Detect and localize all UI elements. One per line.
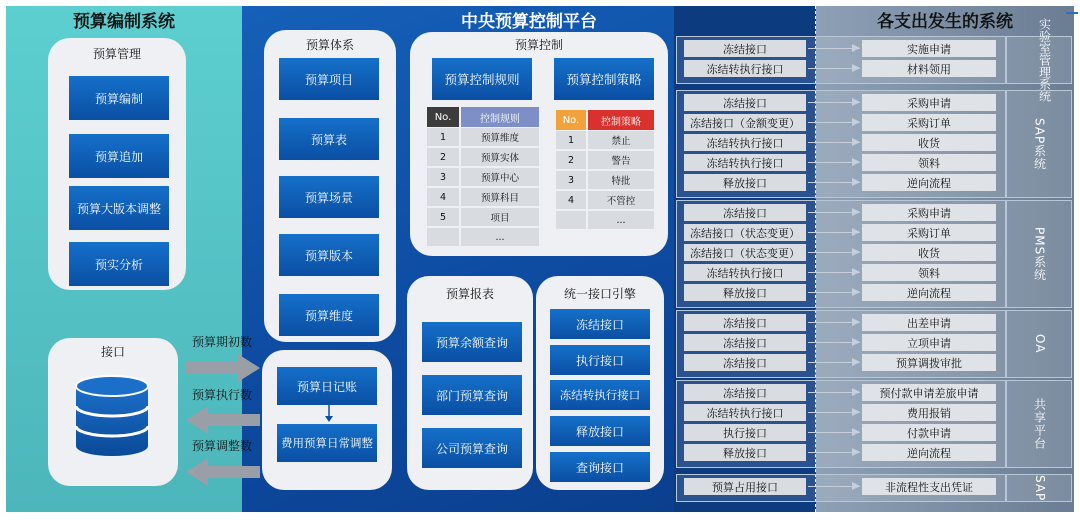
- expense-process-box[interactable]: 逆向流程: [862, 284, 996, 301]
- interface-name-box[interactable]: 执行接口: [684, 424, 806, 441]
- rule-table-rule-cell: 项目: [461, 208, 539, 226]
- expense-process-box[interactable]: 收货: [862, 134, 996, 151]
- rule-table-no-cell: 3: [427, 168, 459, 186]
- interface-name-box[interactable]: 预算占用接口: [684, 478, 806, 495]
- rule-table-no-cell: 5: [427, 208, 459, 226]
- budget-add-button[interactable]: 预算追加: [69, 134, 169, 178]
- expense-process-box[interactable]: 材料领用: [862, 60, 996, 77]
- expense-process-box[interactable]: 采购订单: [862, 114, 996, 131]
- arrow-right-icon: [852, 248, 860, 256]
- rule-table-no-cell: 1: [427, 128, 459, 146]
- interface-name-box[interactable]: 冻结转执行接口: [684, 134, 806, 151]
- arrow-right-icon: [852, 118, 860, 126]
- interface-name-box[interactable]: 冻结转执行接口: [684, 154, 806, 171]
- rule-table-no-cell: 2: [427, 148, 459, 166]
- interface-name-box[interactable]: 冻结接口: [684, 94, 806, 111]
- interface-name-box[interactable]: 冻结接口: [684, 384, 806, 401]
- budget-compile-button[interactable]: 预算编制: [69, 76, 169, 120]
- expense-process-box[interactable]: 收货: [862, 244, 996, 261]
- expense-process-box[interactable]: 费用报销: [862, 404, 996, 421]
- rule-table-header-rule: 控制规则: [461, 107, 539, 127]
- expense-process-box[interactable]: 出差申请: [862, 314, 996, 331]
- arrow-right-icon: [852, 338, 860, 346]
- flow-arrow-opening: [186, 352, 260, 384]
- flow-arrow-adjustment: [186, 456, 260, 488]
- arrow-right-icon: [852, 318, 860, 326]
- budget-item-button[interactable]: 预算项目: [279, 58, 379, 100]
- center-panel-title: 中央预算控制平台: [461, 11, 597, 32]
- arrow-right-icon: [852, 228, 860, 236]
- rule-table-no-cell: 4: [427, 188, 459, 206]
- flow-arrow-execution: [186, 404, 260, 436]
- strategy-table-header-strategy: 控制策略: [588, 110, 654, 130]
- system-label-wrapper: [1008, 310, 1072, 378]
- interface-name-box[interactable]: 冻结接口: [684, 314, 806, 331]
- budget-balance-query-button[interactable]: 预算余额查询: [422, 322, 522, 362]
- expense-process-box[interactable]: 预付款申请差旅申请: [862, 384, 996, 401]
- arrow-right-icon: [852, 448, 860, 456]
- rule-table-rule-cell: ...: [461, 228, 539, 246]
- interface-card-title: 接口: [100, 344, 125, 359]
- flow-label-execution: 预算执行数: [191, 387, 252, 402]
- arrow-right-icon: [852, 268, 860, 276]
- arrow-right-icon: [852, 64, 860, 72]
- company-budget-query-button[interactable]: 公司预算查询: [422, 428, 522, 468]
- down-arrow-icon: [324, 405, 334, 423]
- system-label-text: 实验室管理系统: [1037, 18, 1052, 102]
- engine-release-interface-button[interactable]: 释放接口: [550, 416, 650, 446]
- budget-system-title: 预算体系: [305, 37, 354, 52]
- strategy-table-no-cell: 3: [556, 171, 586, 189]
- expense-daily-adjust-button[interactable]: 费用预算日常调整: [277, 424, 377, 462]
- arrow-right-icon: [852, 178, 860, 186]
- budget-major-version-adjust-button[interactable]: 预算大版本调整: [69, 186, 169, 230]
- arrow-right-icon: [852, 388, 860, 396]
- strategy-table-header-no: No.: [556, 110, 586, 130]
- expense-process-box[interactable]: 立项申请: [862, 334, 996, 351]
- arrow-right-icon: [852, 208, 860, 216]
- arrow-right-icon: [852, 44, 860, 52]
- system-label-text: PMS系统: [1032, 226, 1047, 282]
- budget-journal-button[interactable]: 预算日记账: [277, 367, 377, 405]
- interface-name-box[interactable]: 冻结转执行接口: [684, 404, 806, 421]
- arrow-right-icon: [852, 482, 860, 490]
- expense-process-box[interactable]: 预算调拨审批: [862, 354, 996, 371]
- budget-scenario-button[interactable]: 预算场景: [279, 176, 379, 218]
- flow-label-adjustment: 预算调整数: [191, 438, 252, 453]
- rule-table-rule-cell: 预算中心: [461, 168, 539, 186]
- interface-name-box[interactable]: 冻结接口: [684, 204, 806, 221]
- system-label: [1024, 18, 1064, 102]
- engine-query-interface-button[interactable]: 查询接口: [550, 452, 650, 482]
- arrow-right-icon: [852, 158, 860, 166]
- engine-freeze-to-execute-interface-button[interactable]: 冻结转执行接口: [550, 380, 650, 410]
- rule-table-rule-cell: 预算实体: [461, 148, 539, 166]
- budget-control-strategy-button[interactable]: 预算控制策略: [554, 58, 654, 100]
- budget-version-button[interactable]: 预算版本: [279, 234, 379, 276]
- interface-name-box[interactable]: 释放接口: [684, 444, 806, 461]
- system-label-wrapper: [1008, 380, 1072, 468]
- title-accent-line: [1066, 12, 1078, 14]
- rule-table-rule-cell: 预算科目: [461, 188, 539, 206]
- arrow-right-icon: [852, 408, 860, 416]
- strategy-table-strategy-cell: ...: [588, 211, 654, 229]
- interface-name-box[interactable]: 冻结接口: [684, 354, 806, 371]
- expense-process-box[interactable]: 领料: [862, 154, 996, 171]
- strategy-table-no-cell: [556, 211, 586, 229]
- budget-control-rule-button[interactable]: 预算控制规则: [432, 58, 532, 100]
- engine-execute-interface-button[interactable]: 执行接口: [550, 345, 650, 375]
- left-panel-title: 预算编制系统: [73, 11, 175, 32]
- budget-actual-analysis-button[interactable]: 预实分析: [69, 242, 169, 286]
- system-label-text: OA: [1033, 334, 1047, 354]
- engine-freeze-interface-button[interactable]: 冻结接口: [550, 309, 650, 339]
- budget-table-button[interactable]: 预算表: [279, 118, 379, 160]
- system-label-wrapper: [1008, 90, 1072, 198]
- interface-name-box[interactable]: 冻结接口（金额变更）: [684, 114, 806, 131]
- interface-name-box[interactable]: 释放接口: [684, 284, 806, 301]
- system-label-text: 共享平台: [1032, 398, 1047, 450]
- budget-control-title: 预算控制: [514, 37, 563, 52]
- arrow-right-icon: [852, 288, 860, 296]
- strategy-table-strategy-cell: 警告: [588, 151, 654, 169]
- interface-name-box[interactable]: 冻结接口: [684, 40, 806, 57]
- flow-label-opening: 预算期初数: [191, 334, 252, 349]
- interface-name-box[interactable]: 冻结接口（状态变更）: [684, 244, 806, 261]
- expense-process-box[interactable]: 实施申请: [862, 40, 996, 57]
- interface-name-box[interactable]: 冻结转执行接口: [684, 264, 806, 281]
- unified-interface-engine-title: 统一接口引擎: [563, 286, 636, 301]
- arrow-right-icon: [852, 428, 860, 436]
- strategy-table-no-cell: 4: [556, 191, 586, 209]
- budget-dimension-button[interactable]: 预算维度: [279, 294, 379, 336]
- system-label-text: SAP系统: [1032, 117, 1047, 171]
- arrow-right-icon: [852, 358, 860, 366]
- strategy-table-strategy-cell: 禁止: [588, 131, 654, 149]
- database-icon: [70, 372, 154, 460]
- system-label-wrapper: [1008, 200, 1072, 308]
- expense-process-box[interactable]: 逆向流程: [862, 444, 996, 461]
- expense-process-box[interactable]: 采购申请: [862, 94, 996, 111]
- system-label-text: SAP: [1033, 474, 1047, 502]
- interface-name-box[interactable]: 冻结转执行接口: [684, 60, 806, 77]
- rule-table-rule-cell: 预算维度: [461, 128, 539, 146]
- interface-name-box[interactable]: 冻结接口: [684, 334, 806, 351]
- right-panel-title: 各支出发生的系统: [877, 11, 1013, 32]
- expense-process-box[interactable]: 逆向流程: [862, 174, 996, 191]
- budget-management-title: 预算管理: [92, 46, 141, 61]
- interface-name-box[interactable]: 释放接口: [684, 174, 806, 191]
- expense-process-box[interactable]: 领料: [862, 264, 996, 281]
- expense-process-box[interactable]: 非流程性支出凭证: [862, 478, 996, 495]
- rule-table-no-cell: [427, 228, 459, 246]
- budget-report-title: 预算报表: [445, 286, 494, 301]
- interface-name-box[interactable]: 冻结接口（状态变更）: [684, 224, 806, 241]
- arrow-right-icon: [852, 98, 860, 106]
- strategy-table-no-cell: 2: [556, 151, 586, 169]
- expense-process-box[interactable]: 采购订单: [862, 224, 996, 241]
- rule-table-header-no: No.: [427, 107, 459, 127]
- expense-process-box[interactable]: 付款申请: [862, 424, 996, 441]
- arrow-right-icon: [852, 138, 860, 146]
- system-label-wrapper: [1008, 474, 1072, 502]
- department-budget-query-button[interactable]: 部门预算查询: [422, 375, 522, 415]
- strategy-table-no-cell: 1: [556, 131, 586, 149]
- strategy-table-strategy-cell: 特批: [588, 171, 654, 189]
- expense-process-box[interactable]: 采购申请: [862, 204, 996, 221]
- strategy-table-strategy-cell: 不管控: [588, 191, 654, 209]
